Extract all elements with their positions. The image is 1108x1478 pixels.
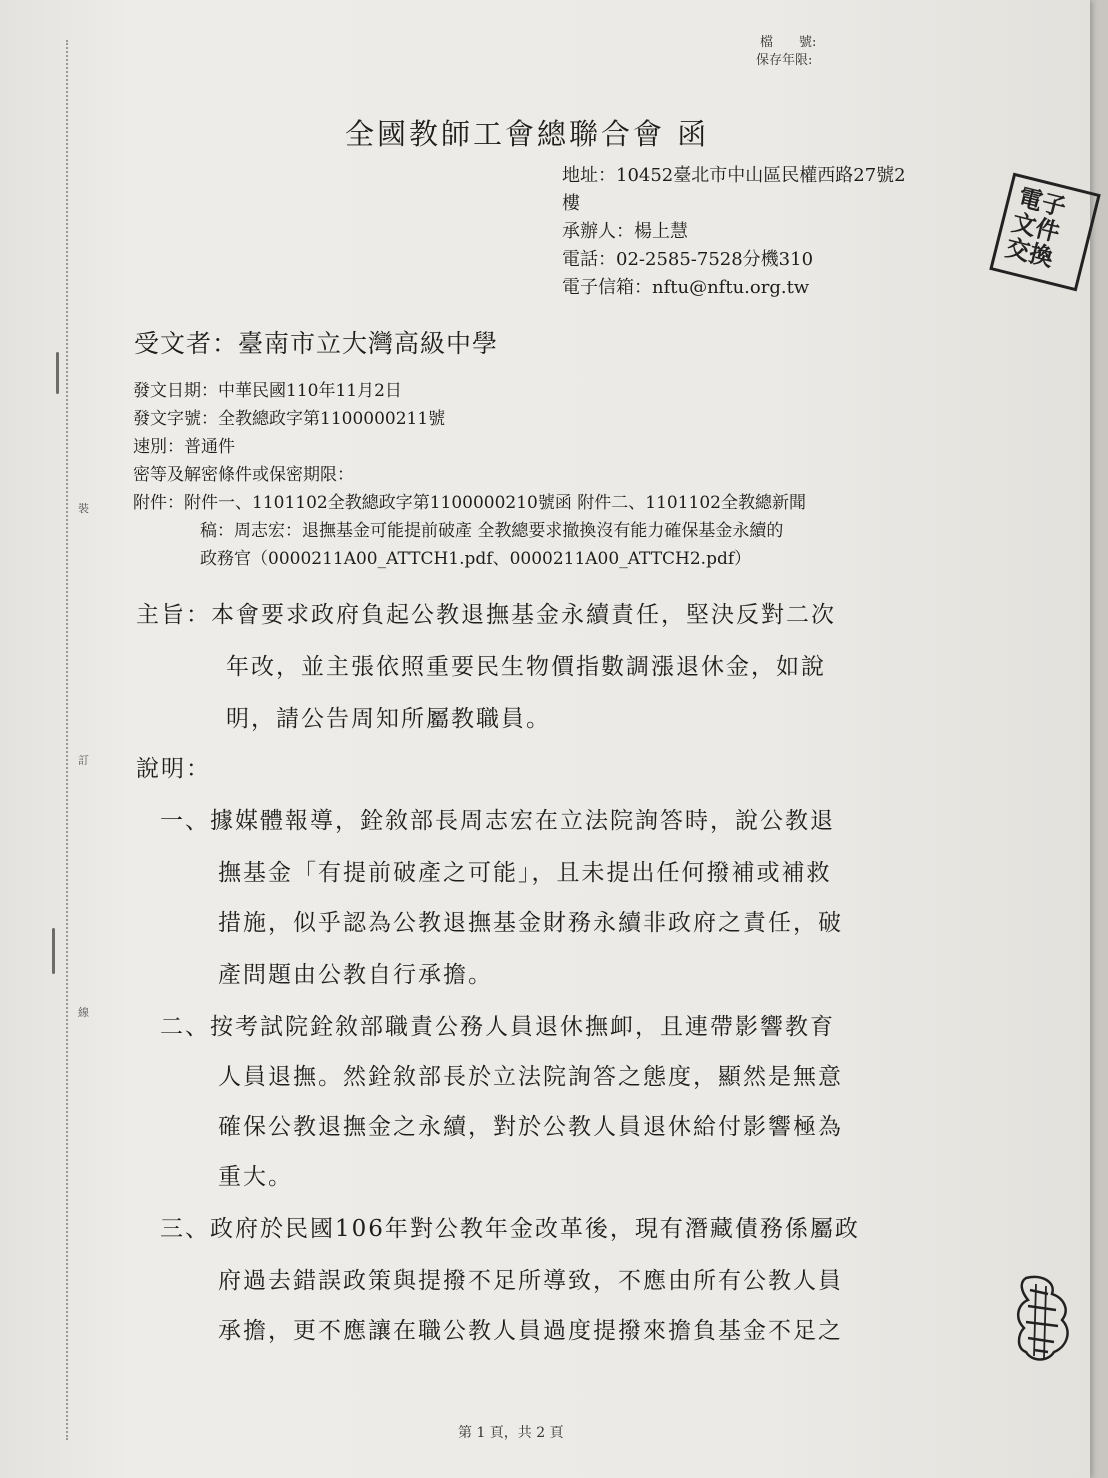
binding-char-xian: 線 [78,1006,89,1019]
speed-category: 速別：普通件 [133,437,235,457]
retention-period-label: 保存年限: [756,53,813,68]
document-number: 發文字號：全教總政字第1100000211號 [133,409,446,429]
exchange-stamp: 電子文件交換 [989,173,1101,292]
issue-date: 發文日期：中華民國110年11月2日 [133,381,402,401]
explanation-heading: 說明： [136,756,211,782]
sender-address-line2: 樓 [562,193,580,214]
page-number: 第 1 頁，共 2 頁 [458,1425,564,1441]
explanation-item2-line3: 確保公教退撫金之永續，對於公教人員退休給付影響極為 [218,1114,843,1140]
seal-icon [1012,1272,1074,1364]
attachment-line1: 附件：附件一、1101102全教總政字第1100000210號函 附件二、1101102全教總新聞 [133,493,806,513]
subject-line1: 主旨：本會要求政府負起公教退撫基金永續責任，堅決反對二次 [136,602,836,628]
file-number-label: 檔 號: [760,35,817,50]
document-title: 全國教師工會總聯合會 函 [345,117,710,151]
explanation-item2-line4: 重大。 [218,1164,293,1190]
explanation-item1-line3: 措施，似乎認為公教退撫基金財務永續非政府之責任，破 [218,910,843,936]
explanation-item3-line1: 三、政府於民國106年對公教年金改革後，現有潛藏債務係屬政 [160,1216,860,1242]
explanation-item2-line1: 二、按考試院銓敘部職責公務人員退休撫卹，且連帶影響教育 [160,1014,835,1040]
sender-phone: 電話：02-2585-7528分機310 [562,249,814,270]
subject-line3: 明，請公告周知所屬教職員。 [226,706,551,732]
attachment-line2: 稿：周志宏：退撫基金可能提前破產 全教總要求撤換沒有能力確保基金永續的 [200,521,784,541]
explanation-item1-line2: 撫基金「有提前破產之可能」，且未提出任何撥補或補救 [218,860,832,886]
subject-line2: 年改，並主張依照重要民生物價指數調漲退休金，如說 [226,654,826,680]
attachment-line3: 政務官（0000211A00_ATTCH1.pdf、0000211A00_ATTCH2.pdf） [200,549,752,569]
staple-mark-top [56,352,59,394]
explanation-item2-line2: 人員退撫。然銓敘部長於立法院詢答之態度，顯然是無意 [218,1064,843,1090]
sender-address-line1: 地址：10452臺北市中山區民權西路27號2 [562,165,906,186]
sender-email: 電子信箱：nftu@nftu.org.tw [562,277,810,298]
sender-handler: 承辦人：楊上慧 [562,221,688,242]
binding-char-zhuang: 裝 [78,502,89,515]
explanation-item1-line1: 一、據媒體報導，銓敘部長周志宏在立法院詢答時，說公教退 [160,808,835,834]
recipient: 受文者：臺南市立大灣高級中學 [134,329,499,358]
explanation-item3-line2: 府過去錯誤政策與提撥不足所導致，不應由所有公教人員 [218,1268,843,1294]
explanation-item3-line3: 承擔，更不應讓在職公教人員過度提撥來擔負基金不足之 [218,1318,843,1344]
security-level: 密等及解密條件或保密期限： [133,465,354,485]
binding-dotted-line [66,40,68,1440]
explanation-item1-line4: 產問題由公教自行承擔。 [218,962,493,988]
staple-mark-bottom [52,928,55,974]
binding-char-ding: 訂 [78,754,89,767]
